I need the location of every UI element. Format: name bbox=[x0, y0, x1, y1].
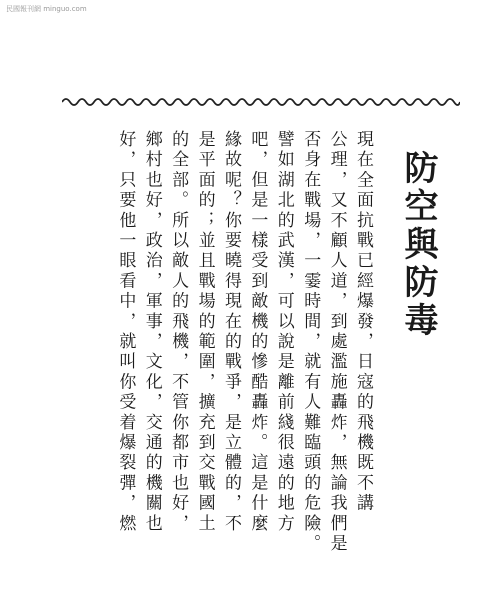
article-title: 防空與防毒 bbox=[398, 150, 438, 340]
watermark: 民國報刊網 minguo.com bbox=[6, 5, 87, 13]
text-column: 是平面的；並且戰場的範圍，擴充到交戰國土 bbox=[194, 130, 215, 534]
text-column: 緣故呢？你要曉得現在的戰爭，是立體的，不 bbox=[220, 130, 241, 534]
text-column: 現在全面抗戰已經爆發，日寇的飛機既不講 bbox=[353, 130, 373, 514]
text-column: 好，只要他一眼看中，就叫你受着爆裂彈，燃 bbox=[115, 130, 136, 534]
text-column: 吧，但是一樣受到敵機的慘酷轟炸。這是什麼 bbox=[247, 130, 268, 534]
article-body bbox=[56, 130, 392, 578]
text-column: 公理，又不顧人道，到處濫施轟炸，無論我們是 bbox=[326, 130, 347, 555]
wavy-divider bbox=[62, 96, 460, 108]
text-column: 的全部。所以敵人的飛機，不管你都市也好， bbox=[168, 130, 189, 534]
text-column: 鄉村也好，政治，軍事，文化，交通的機關也 bbox=[141, 130, 162, 534]
text-column: 否身在戰場，一霎時間，就有人難臨頭的危險。 bbox=[300, 130, 321, 555]
text-column: 譬如湖北的武漢，可以說是離前綫很遠的地方 bbox=[273, 130, 294, 534]
